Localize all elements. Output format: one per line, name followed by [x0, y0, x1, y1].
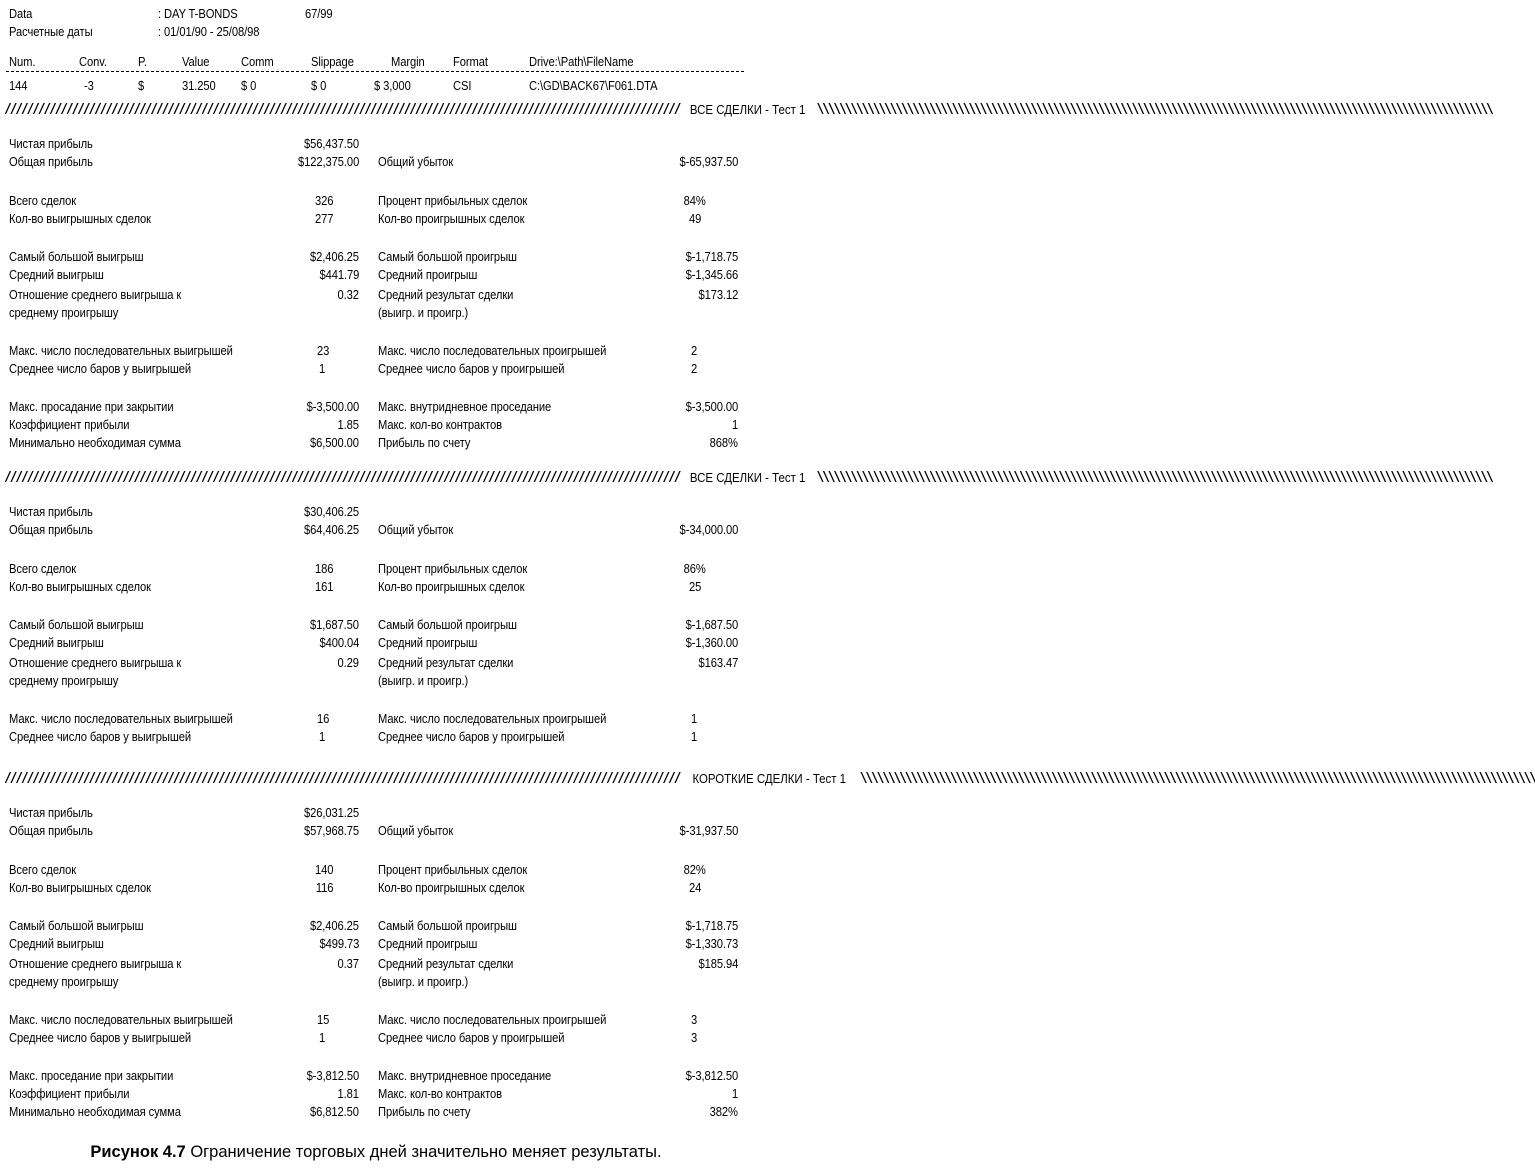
avg-bars-loss-value: 1	[690, 729, 697, 744]
gross-profit-label: Общая прибыль	[9, 823, 93, 838]
val-conv: -3	[84, 78, 94, 93]
val-num: 144	[9, 78, 28, 93]
total-trades-label: Всего сделок	[9, 193, 77, 208]
title-rule-left: ////////////////////////////////////////////////////////////////////////////////////////////////////////////////////////	[4, 470, 680, 485]
data-value: : DAY T-BONDS	[158, 6, 238, 21]
largest-win-label: Самый большой выигрыш	[9, 249, 144, 264]
max-consec-win-value: 23	[316, 343, 329, 358]
largest-loss-label: Самый большой проигрыш	[378, 249, 517, 264]
val-p: $	[138, 78, 145, 93]
total-trades-value: 140	[314, 862, 333, 877]
account-return-label: Прибыль по счету	[378, 1104, 471, 1119]
title-rule-left: ////////////////////////////////////////////////////////////////////////////////////////////////////////////////////////	[4, 771, 680, 786]
min-account-value: $6,812.50	[310, 1104, 359, 1119]
gross-profit-value: $57,968.75	[303, 823, 359, 838]
pct-profitable-value: 82%	[683, 862, 706, 877]
max-dd-close-label: Макс. проседание при закрытии	[9, 1068, 174, 1083]
avg-win-label: Средний выигрыш	[9, 267, 104, 282]
col-num: Num.	[9, 54, 36, 69]
max-consec-loss-value: 1	[690, 711, 697, 726]
val-format: CSI	[453, 78, 472, 93]
avg-bars-win-label: Среднее число баров у выигрышей	[9, 729, 191, 744]
max-contracts-value: 1	[731, 1086, 738, 1101]
net-profit-label: Чистая прибыль	[9, 504, 93, 519]
avg-trade-2-label: (выигр. и проигр.)	[378, 305, 469, 320]
pct-profitable-label: Процент прибыльных сделок	[378, 862, 528, 877]
max-consec-win-label: Макс. число последовательных выигрышей	[9, 343, 233, 358]
val-margin: $ 3,000	[374, 78, 411, 93]
val-path: C:\GD\BACK67\F061.DTA	[529, 78, 658, 93]
gross-loss-value: $-31,937.50	[679, 823, 738, 838]
section-title-bar	[4, 102, 1492, 117]
avg-loss-value: $-1,330.73	[685, 936, 738, 951]
avg-loss-label: Средний проигрыш	[378, 635, 478, 650]
section-title-bar	[4, 470, 1492, 485]
max-consec-loss-value: 2	[690, 343, 697, 358]
largest-win-value: $1,687.50	[310, 617, 359, 632]
data-code: 67/99	[305, 6, 333, 21]
dates-value: : 01/01/90 - 25/08/98	[158, 24, 260, 39]
largest-win-label: Самый большой выигрыш	[9, 617, 144, 632]
max-dd-intraday-label: Макс. внутридневное проседание	[378, 399, 552, 414]
avg-trade-value: $173.12	[698, 287, 738, 302]
win-loss-ratio-2-label: среднему проигрышу	[9, 305, 119, 320]
avg-bars-win-value: 1	[318, 361, 325, 376]
max-consec-win-value: 16	[316, 711, 329, 726]
col-path: Drive:\Path\FileName	[529, 54, 634, 69]
total-trades-value: 186	[314, 561, 333, 576]
gross-loss-label: Общий убыток	[378, 154, 454, 169]
net-profit-value: $56,437.50	[303, 136, 359, 151]
profit-factor-label: Коэффициент прибыли	[9, 417, 130, 432]
gross-loss-value: $-34,000.00	[679, 522, 738, 537]
avg-loss-value: $-1,345.66	[685, 267, 738, 282]
avg-bars-loss-label: Среднее число баров у проигрышей	[378, 729, 565, 744]
max-dd-close-value: $-3,500.00	[306, 399, 359, 414]
pct-profitable-value: 86%	[683, 561, 706, 576]
pct-profitable-value: 84%	[683, 193, 706, 208]
net-profit-label: Чистая прибыль	[9, 136, 93, 151]
avg-loss-value: $-1,360.00	[685, 635, 738, 650]
title-rule-right: \\\\\\\\\\\\\\\\\\\\\\\\\\\\\\\\\\\\\\\\\\\\\\\\\\\\\\\\\\\\\\\\\\\\\\\\\\\\\\\\\\\\\\\\\\\\\\\\\\\\\\\\\\\\\\\\\\\\\\\\	[859, 771, 1535, 786]
gross-profit-value: $64,406.25	[303, 522, 359, 537]
avg-bars-loss-label: Среднее число баров у проигрышей	[378, 1030, 565, 1045]
avg-loss-label: Средний проигрыш	[378, 936, 478, 951]
val-value: 31.250	[182, 78, 216, 93]
avg-bars-win-label: Среднее число баров у выигрышей	[9, 1030, 191, 1045]
max-dd-intraday-value: $-3,500.00	[685, 399, 738, 414]
section-title: КОРОТКИЕ СДЕЛКИ - Тест 1	[692, 771, 847, 786]
max-consec-loss-label: Макс. число последовательных проигрышей	[378, 711, 607, 726]
win-loss-ratio-value: 0.29	[337, 655, 359, 670]
min-account-label: Минимально необходимая сумма	[9, 435, 181, 450]
max-consec-win-value: 15	[316, 1012, 329, 1027]
largest-win-label: Самый большой выигрыш	[9, 918, 144, 933]
losing-trades-value: 24	[688, 880, 701, 895]
avg-bars-win-label: Среднее число баров у выигрышей	[9, 361, 191, 376]
max-consec-win-label: Макс. число последовательных выигрышей	[9, 1012, 233, 1027]
avg-bars-loss-label: Среднее число баров у проигрышей	[378, 361, 565, 376]
win-loss-ratio-label: Отношение среднего выигрыша к	[9, 655, 182, 670]
section-title-bar	[4, 771, 1535, 786]
gross-loss-value: $-65,937.50	[679, 154, 738, 169]
gross-profit-label: Общая прибыль	[9, 154, 93, 169]
avg-trade-value: $163.47	[698, 655, 738, 670]
avg-win-value: $441.79	[319, 267, 359, 282]
largest-loss-label: Самый большой проигрыш	[378, 918, 517, 933]
winning-trades-label: Кол-во выигрышных сделок	[9, 211, 151, 226]
gross-profit-label: Общая прибыль	[9, 522, 93, 537]
col-slippage: Slippage	[311, 54, 354, 69]
winning-trades-value: 277	[314, 211, 333, 226]
header-separator	[6, 71, 744, 72]
avg-bars-win-value: 1	[318, 1030, 325, 1045]
max-dd-intraday-label: Макс. внутридневное проседание	[378, 1068, 552, 1083]
title-rule-right: \\\\\\\\\\\\\\\\\\\\\\\\\\\\\\\\\\\\\\\\\\\\\\\\\\\\\\\\\\\\\\\\\\\\\\\\\\\\\\\\\\\\\\\\\\\\\\\\\\\\\\\\\\\\\\\\\\\\\\\\	[816, 470, 1492, 485]
losing-trades-label: Кол-во проигрышных сделок	[378, 211, 525, 226]
losing-trades-label: Кол-во проигрышных сделок	[378, 579, 525, 594]
net-profit-label: Чистая прибыль	[9, 805, 93, 820]
largest-loss-label: Самый большой проигрыш	[378, 617, 517, 632]
avg-win-label: Средний выигрыш	[9, 635, 104, 650]
profit-factor-label: Коэффициент прибыли	[9, 1086, 130, 1101]
avg-bars-win-value: 1	[318, 729, 325, 744]
largest-win-value: $2,406.25	[310, 249, 359, 264]
winning-trades-value: 161	[314, 579, 333, 594]
figure-text: Ограничение торговых дней значительно меняет результаты.	[190, 1143, 662, 1161]
max-consec-win-label: Макс. число последовательных выигрышей	[9, 711, 233, 726]
total-trades-label: Всего сделок	[9, 862, 77, 877]
section-title: ВСЕ СДЕЛКИ - Тест 1	[690, 470, 806, 485]
avg-trade-label: Средний результат сделки	[378, 287, 514, 302]
winning-trades-label: Кол-во выигрышных сделок	[9, 880, 151, 895]
col-value: Value	[182, 54, 210, 69]
losing-trades-label: Кол-во проигрышных сделок	[378, 880, 525, 895]
max-consec-loss-value: 3	[690, 1012, 697, 1027]
max-consec-loss-label: Макс. число последовательных проигрышей	[378, 1012, 607, 1027]
win-loss-ratio-label: Отношение среднего выигрыша к	[9, 287, 182, 302]
win-loss-ratio-2-label: среднему проигрышу	[9, 974, 119, 989]
avg-trade-label: Средний результат сделки	[378, 655, 514, 670]
pct-profitable-label: Процент прибыльных сделок	[378, 193, 528, 208]
col-comm: Comm	[241, 54, 274, 69]
max-dd-close-value: $-3,812.50	[306, 1068, 359, 1083]
figure-caption	[0, 1143, 752, 1162]
profit-factor-value: 1.81	[337, 1086, 359, 1101]
winning-trades-label: Кол-во выигрышных сделок	[9, 579, 151, 594]
col-conv: Conv.	[79, 54, 107, 69]
gross-profit-value: $122,375.00	[297, 154, 359, 169]
win-loss-ratio-2-label: среднему проигрышу	[9, 673, 119, 688]
dates-label: Расчетные даты	[9, 24, 93, 39]
min-account-label: Минимально необходимая сумма	[9, 1104, 181, 1119]
figure-number: Рисунок 4.7	[90, 1143, 186, 1161]
account-return-value: 382%	[709, 1104, 738, 1119]
data-label: Data	[9, 6, 33, 21]
avg-trade-2-label: (выигр. и проигр.)	[378, 974, 469, 989]
col-p: P.	[138, 54, 147, 69]
largest-loss-value: $-1,687.50	[685, 617, 738, 632]
min-account-value: $6,500.00	[310, 435, 359, 450]
largest-loss-value: $-1,718.75	[685, 918, 738, 933]
gross-loss-label: Общий убыток	[378, 823, 454, 838]
avg-win-label: Средний выигрыш	[9, 936, 104, 951]
max-consec-loss-label: Макс. число последовательных проигрышей	[378, 343, 607, 358]
avg-win-value: $400.04	[319, 635, 359, 650]
avg-bars-loss-value: 2	[690, 361, 697, 376]
avg-loss-label: Средний проигрыш	[378, 267, 478, 282]
account-return-value: 868%	[709, 435, 738, 450]
net-profit-value: $30,406.25	[303, 504, 359, 519]
max-contracts-value: 1	[731, 417, 738, 432]
max-dd-close-label: Макс. просадание при закрытии	[9, 399, 174, 414]
section-title: ВСЕ СДЕЛКИ - Тест 1	[690, 102, 806, 117]
avg-win-value: $499.73	[319, 936, 359, 951]
total-trades-label: Всего сделок	[9, 561, 77, 576]
largest-loss-value: $-1,718.75	[685, 249, 738, 264]
col-format: Format	[453, 54, 488, 69]
title-rule-left: ////////////////////////////////////////////////////////////////////////////////////////////////////////////////////////	[4, 102, 680, 117]
avg-trade-label: Средний результат сделки	[378, 956, 514, 971]
max-dd-intraday-value: $-3,812.50	[685, 1068, 738, 1083]
val-slippage: $ 0	[311, 78, 327, 93]
total-trades-value: 326	[314, 193, 333, 208]
max-contracts-label: Макс. кол-во контрактов	[378, 1086, 503, 1101]
gross-loss-label: Общий убыток	[378, 522, 454, 537]
win-loss-ratio-value: 0.37	[337, 956, 359, 971]
title-rule-right: \\\\\\\\\\\\\\\\\\\\\\\\\\\\\\\\\\\\\\\\\\\\\\\\\\\\\\\\\\\\\\\\\\\\\\\\\\\\\\\\\\\\\\\\\\\\\\\\\\\\\\\\\\\\\\\\\\\\\\\\	[816, 102, 1492, 117]
max-contracts-label: Макс. кол-во контрактов	[378, 417, 503, 432]
winning-trades-value: 116	[315, 880, 333, 895]
losing-trades-value: 49	[688, 211, 701, 226]
profit-factor-value: 1.85	[337, 417, 359, 432]
val-comm: $ 0	[241, 78, 257, 93]
win-loss-ratio-label: Отношение среднего выигрыша к	[9, 956, 182, 971]
win-loss-ratio-value: 0.32	[337, 287, 359, 302]
losing-trades-value: 25	[688, 579, 701, 594]
avg-trade-2-label: (выигр. и проигр.)	[378, 673, 469, 688]
net-profit-value: $26,031.25	[303, 805, 359, 820]
avg-trade-value: $185.94	[698, 956, 738, 971]
avg-bars-loss-value: 3	[690, 1030, 697, 1045]
pct-profitable-label: Процент прибыльных сделок	[378, 561, 528, 576]
col-margin: Margin	[391, 54, 425, 69]
account-return-label: Прибыль по счету	[378, 435, 471, 450]
largest-win-value: $2,406.25	[310, 918, 359, 933]
